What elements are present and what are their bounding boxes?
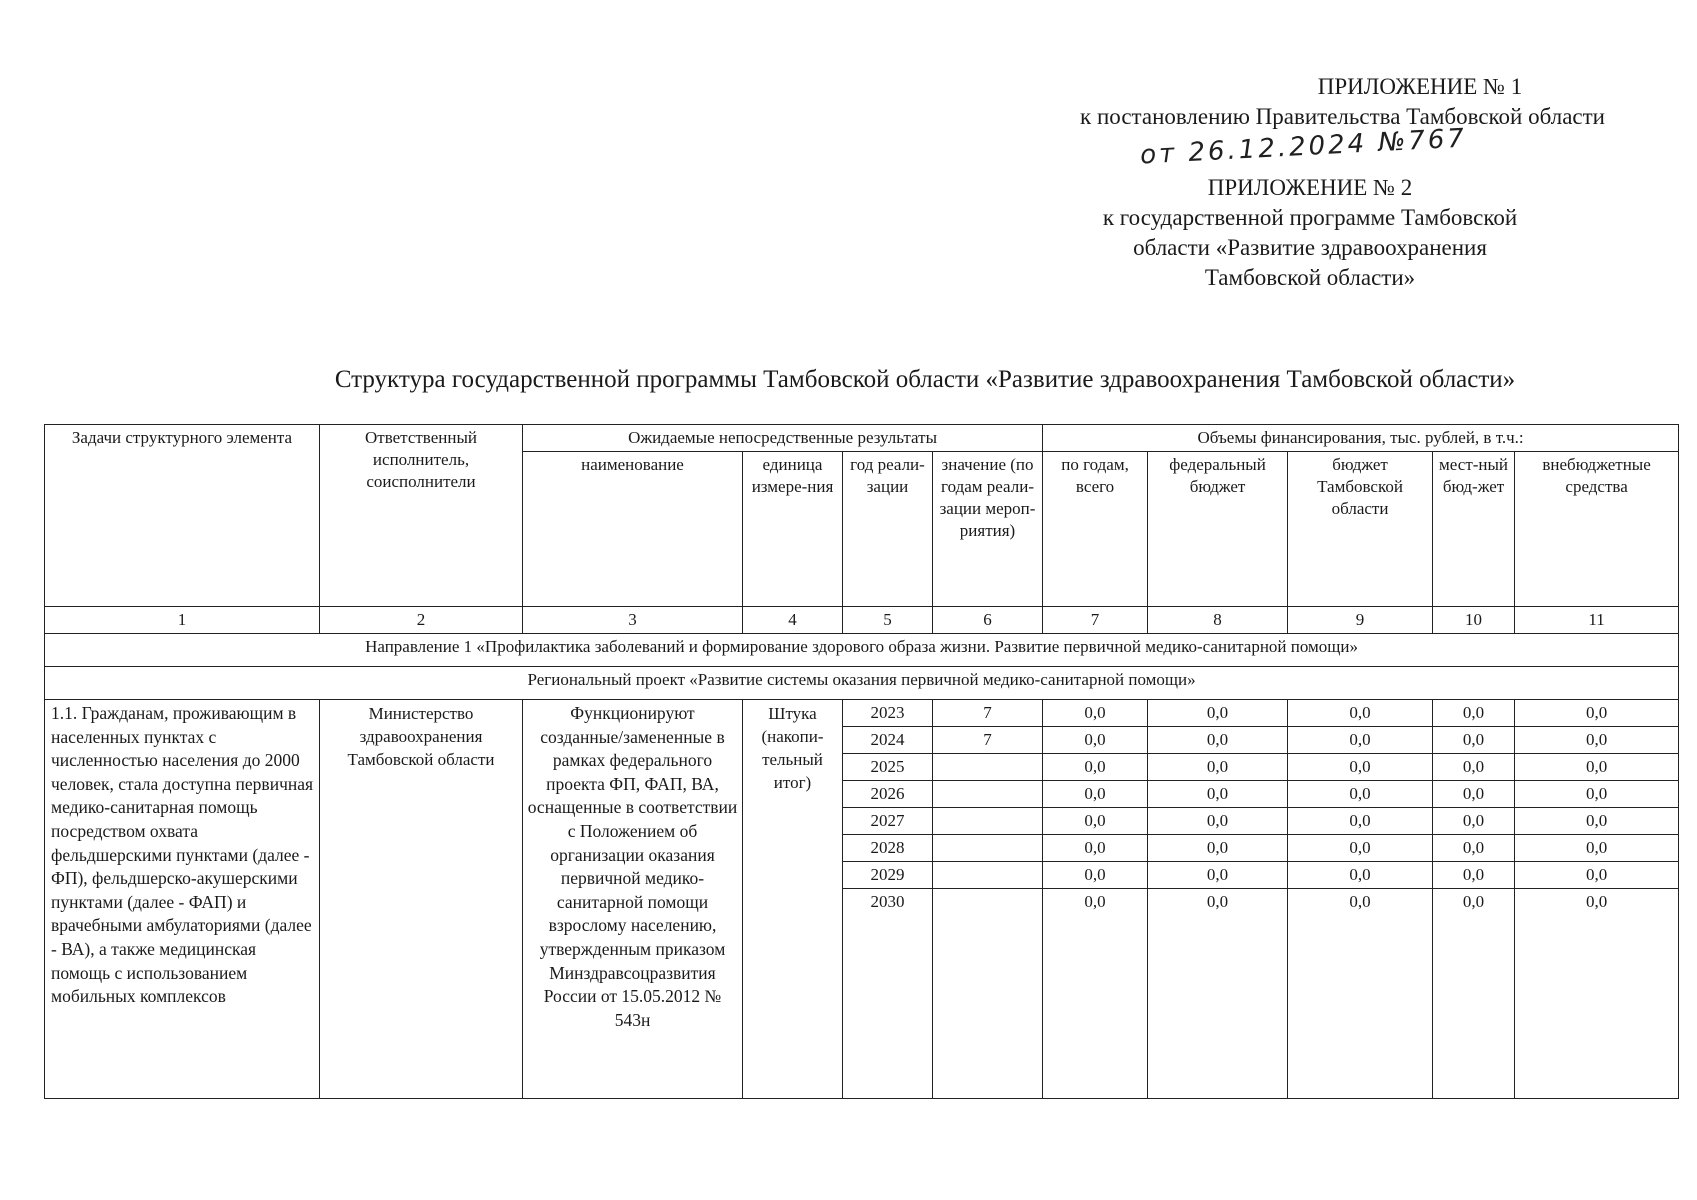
cell-federal: 0,0 <box>1148 889 1288 1099</box>
cell-value <box>933 781 1043 808</box>
cell-total: 0,0 <box>1043 889 1148 1099</box>
header-regional: бюджет Тамбовской области <box>1288 452 1433 607</box>
appendix-1-block <box>1010 72 1675 132</box>
cell-local: 0,0 <box>1433 808 1515 835</box>
cell-value <box>933 835 1043 862</box>
cell-value <box>933 862 1043 889</box>
appendix-2-line-3: Тамбовской области» <box>1204 265 1416 290</box>
cell-federal: 0,0 <box>1148 835 1288 862</box>
column-number: 2 <box>320 607 523 634</box>
cell-local: 0,0 <box>1433 781 1515 808</box>
cell-local: 0,0 <box>1433 835 1515 862</box>
cell-year: 2028 <box>843 835 933 862</box>
header-executor: Ответственный исполнитель, соисполнители <box>320 425 523 607</box>
header-value: значение (по годам реали-зации мероп-риятия) <box>933 452 1043 607</box>
header-local: мест-ный бюд-жет <box>1433 452 1515 607</box>
cell-federal: 0,0 <box>1148 808 1288 835</box>
column-number: 10 <box>1433 607 1515 634</box>
cell-federal: 0,0 <box>1148 781 1288 808</box>
cell-year: 2024 <box>843 727 933 754</box>
cell-regional: 0,0 <box>1288 808 1433 835</box>
task-description: 1.1. Гражданам, проживающим в населенных пунктах с численностью населения до 2000 человек, стала доступна первичная медико-санитарная помощь посредством охвата фельдшерскими пунктами (далее - ФП), фельдшерско-акушерскими пунктами (далее - ФАП) и врачебными амбулаториями (далее - ВА), а также медицинская помощь с использованием мобильных комплексов <box>45 700 320 1099</box>
cell-regional: 0,0 <box>1288 727 1433 754</box>
cell-total: 0,0 <box>1043 835 1148 862</box>
header-extra: внебюджетные средства <box>1515 452 1679 607</box>
column-number: 1 <box>45 607 320 634</box>
cell-total: 0,0 <box>1043 808 1148 835</box>
appendix-2-block <box>1030 173 1590 293</box>
regional-project-row: Региональный проект «Развитие системы оказания первичной медико-санитарной помощи» <box>45 667 1679 700</box>
column-number: 8 <box>1148 607 1288 634</box>
cell-extra: 0,0 <box>1515 754 1679 781</box>
cell-federal: 0,0 <box>1148 727 1288 754</box>
cell-extra: 0,0 <box>1515 889 1679 1099</box>
cell-value: 7 <box>933 727 1043 754</box>
cell-extra: 0,0 <box>1515 835 1679 862</box>
header-name: наименование <box>523 452 743 607</box>
appendix-2-line-1: к государственной программе Тамбовской <box>1102 205 1518 230</box>
header-federal: федеральный бюджет <box>1148 452 1288 607</box>
cell-federal: 0,0 <box>1148 700 1288 727</box>
cell-extra: 0,0 <box>1515 727 1679 754</box>
cell-total: 0,0 <box>1043 862 1148 889</box>
data-body <box>45 700 1679 1099</box>
result-name-cell: Функционируют созданные/замененные в рамках федерального проекта ФП, ФАП, ВА, оснащенные в соответствии с Положением об организации оказания первичной медико-санитарной помощи взрослому населению, утвержденным приказом Минздравсоцразвития России от 15.05.2012 № 543н <box>523 700 743 1099</box>
column-number: 9 <box>1288 607 1433 634</box>
column-number: 11 <box>1515 607 1679 634</box>
cell-year: 2027 <box>843 808 933 835</box>
executor-cell: Министерство здравоохранения Тамбовской области <box>320 700 523 1099</box>
cell-regional: 0,0 <box>1288 781 1433 808</box>
appendix-2-title: ПРИЛОЖЕНИЕ № 2 <box>1207 175 1413 200</box>
document-title: Структура государственной программы Тамбовской области «Развитие здравоохранения Тамбовской области» <box>334 366 1516 393</box>
program-structure-table <box>44 424 1679 1099</box>
column-number: 7 <box>1043 607 1148 634</box>
cell-year: 2030 <box>843 889 933 1099</box>
appendix-1-subtitle: к постановлению Правительства Тамбовской области <box>1080 104 1605 129</box>
cell-year: 2025 <box>843 754 933 781</box>
unit-cell: Штука (накопи-тельный итог) <box>743 700 843 1099</box>
handwritten-date-number: от 26.12.2024 №767 <box>1139 123 1468 171</box>
header-task: Задачи структурного элемента <box>45 425 320 607</box>
header-unit: единица измере-ния <box>743 452 843 607</box>
cell-regional: 0,0 <box>1288 862 1433 889</box>
cell-total: 0,0 <box>1043 781 1148 808</box>
cell-total: 0,0 <box>1043 754 1148 781</box>
cell-extra: 0,0 <box>1515 808 1679 835</box>
cell-local: 0,0 <box>1433 700 1515 727</box>
table-row <box>45 700 1679 727</box>
cell-total: 0,0 <box>1043 727 1148 754</box>
column-number: 6 <box>933 607 1043 634</box>
cell-year: 2023 <box>843 700 933 727</box>
cell-extra: 0,0 <box>1515 700 1679 727</box>
cell-regional: 0,0 <box>1288 754 1433 781</box>
cell-total: 0,0 <box>1043 700 1148 727</box>
cell-value: 7 <box>933 700 1043 727</box>
cell-regional: 0,0 <box>1288 889 1433 1099</box>
cell-local: 0,0 <box>1433 889 1515 1099</box>
header-expected-results: Ожидаемые непосредственные результаты <box>523 425 1043 452</box>
cell-extra: 0,0 <box>1515 862 1679 889</box>
cell-federal: 0,0 <box>1148 862 1288 889</box>
cell-regional: 0,0 <box>1288 700 1433 727</box>
header-year: год реали-зации <box>843 452 933 607</box>
cell-federal: 0,0 <box>1148 754 1288 781</box>
cell-value <box>933 889 1043 1099</box>
cell-regional: 0,0 <box>1288 835 1433 862</box>
cell-local: 0,0 <box>1433 727 1515 754</box>
cell-local: 0,0 <box>1433 862 1515 889</box>
cell-year: 2029 <box>843 862 933 889</box>
cell-value <box>933 808 1043 835</box>
column-number: 3 <box>523 607 743 634</box>
column-number: 4 <box>743 607 843 634</box>
cell-local: 0,0 <box>1433 754 1515 781</box>
header-financing: Объемы финансирования, тыс. рублей, в т.ч.: <box>1043 425 1679 452</box>
direction-row: Направление 1 «Профилактика заболеваний и формирование здорового образа жизни. Развитие первичной медико-санитарной помощи» <box>45 634 1679 667</box>
cell-value <box>933 754 1043 781</box>
header-total: по годам, всего <box>1043 452 1148 607</box>
appendix-1-title: ПРИЛОЖЕНИЕ № 1 <box>1317 74 1523 99</box>
cell-extra: 0,0 <box>1515 781 1679 808</box>
cell-year: 2026 <box>843 781 933 808</box>
appendix-2-line-2: области «Развитие здравоохранения <box>1133 235 1487 260</box>
column-number: 5 <box>843 607 933 634</box>
